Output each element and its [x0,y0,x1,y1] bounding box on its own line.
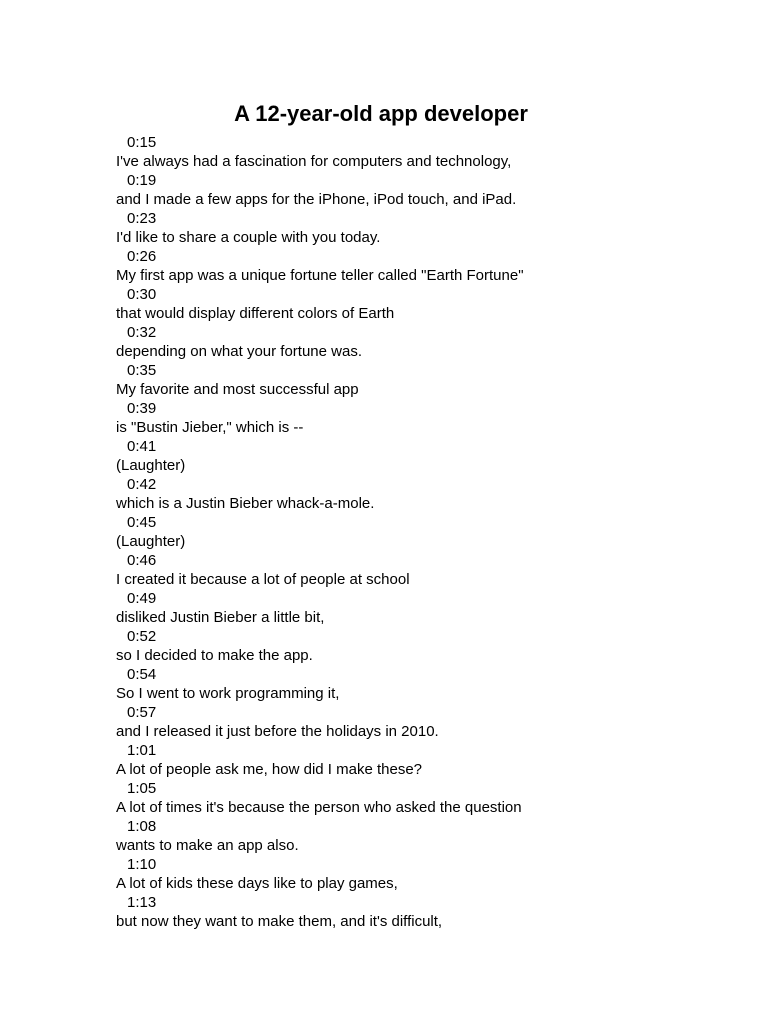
transcript-line: disliked Justin Bieber a little bit, [116,609,325,626]
timestamp: 0:49 [127,590,157,607]
timestamp: 0:35 [127,362,157,379]
timestamp: 0:42 [127,476,157,493]
transcript-entry [116,475,656,513]
transcript-line: So I went to work programming it, [116,685,340,702]
document-page [116,100,656,931]
timestamp: 1:05 [127,780,157,797]
transcript-line: so I decided to make the app. [116,647,313,664]
transcript-entry [116,665,656,703]
transcript-entry [116,627,656,665]
transcript-line: and I released it just before the holidays in 2010. [116,723,439,740]
transcript-line: but now they want to make them, and it's difficult, [116,913,443,930]
timestamp: 0:41 [127,438,157,455]
transcript-entry [116,209,656,247]
timestamp: 0:15 [127,134,157,151]
timestamp: 1:10 [127,856,157,873]
transcript-entry [116,171,656,209]
timestamp: 1:08 [127,818,157,835]
timestamp: 0:26 [127,248,157,265]
transcript-entry [116,741,656,779]
transcript-line: which is a Justin Bieber whack-a-mole. [116,495,375,512]
transcript-entry [116,247,656,285]
timestamp: 0:30 [127,286,157,303]
transcript-line: that would display different colors of Earth [116,305,395,322]
timestamp: 0:23 [127,210,157,227]
transcript-entry [116,551,656,589]
transcript-line: A lot of times it's because the person who asked the question [116,799,522,816]
transcript-entry [116,285,656,323]
transcript-entry [116,361,656,399]
timestamp: 1:13 [127,894,157,911]
transcript [116,133,656,931]
transcript-line: depending on what your fortune was. [116,343,362,360]
timestamp: 1:01 [127,742,157,759]
transcript-entry [116,893,656,931]
transcript-line: is "Bustin Jieber," which is -- [116,419,304,436]
timestamp: 0:45 [127,514,157,531]
transcript-line: and I made a few apps for the iPhone, iPod touch, and iPad. [116,191,517,208]
transcript-entry [116,779,656,817]
transcript-entry [116,589,656,627]
transcript-entry [116,855,656,893]
transcript-line: A lot of kids these days like to play games, [116,875,398,892]
transcript-line: (Laughter) [116,533,186,550]
transcript-entry [116,399,656,437]
timestamp: 0:32 [127,324,157,341]
transcript-entry [116,323,656,361]
transcript-entry [116,133,656,171]
transcript-entry [116,817,656,855]
transcript-line: My first app was a unique fortune teller called "Earth Fortune" [116,267,524,284]
transcript-line: A lot of people ask me, how did I make these? [116,761,423,778]
timestamp: 0:57 [127,704,157,721]
timestamp: 0:52 [127,628,157,645]
timestamp: 0:39 [127,400,157,417]
timestamp: 0:46 [127,552,157,569]
transcript-entry [116,703,656,741]
transcript-entry [116,513,656,551]
document-title: A 12-year-old app developer [234,101,528,126]
timestamp: 0:19 [127,172,157,189]
transcript-line: I'd like to share a couple with you today. [116,229,381,246]
transcript-entry [116,437,656,475]
timestamp: 0:54 [127,666,157,683]
transcript-line: I created it because a lot of people at school [116,571,410,588]
transcript-line: (Laughter) [116,457,186,474]
transcript-line: My favorite and most successful app [116,381,359,398]
transcript-line: I've always had a fascination for computers and technology, [116,153,512,170]
transcript-line: wants to make an app also. [116,837,299,854]
